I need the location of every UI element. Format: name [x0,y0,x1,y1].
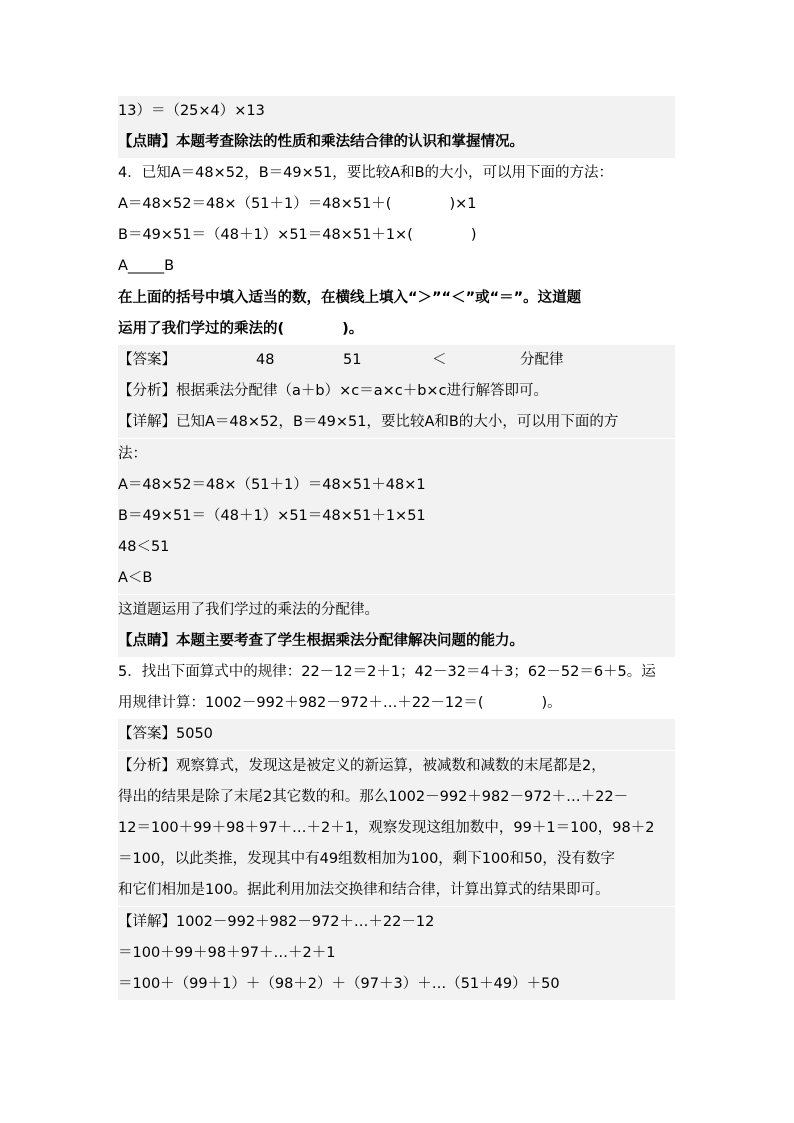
analysis-line: 【分析】观察算式，发现这是被定义的新运算，被减数和减数的末尾都是2， [118,751,675,782]
text-line: 13）＝（25×4）×13 [118,96,675,127]
text-line: 12＝100＋99＋98＋97＋…＋2＋1，观察发现这组加数中，99＋1＝100，98＋2 [118,813,675,844]
text-line: ＝100，以此类推，发现其中有49组数相加为100，剩下100和50，没有数字 [118,844,675,875]
analysis-line: 【分析】根据乘法分配律（a＋b）×c＝a×c＋b×c进行解答即可。 [118,376,675,407]
text-line: 在上面的括号中填入适当的数，在横线上填入“＞”“＜”或“＝”。这道题 [118,290,582,306]
text-line: 得出的结果是除了末尾2其它数的和。那么1002－992＋982－972＋…＋22－ [118,782,675,813]
answer-value: ＜ [432,352,447,368]
answer-tag: 【答案】 [118,352,176,368]
answer-row [118,345,675,376]
detail-line: 【详解】已知A＝48×52，B＝49×51，要比较A和B的大小，可以用下面的方 [118,407,675,438]
answer-line: 【答案】5050 [118,719,675,750]
text-line: A＜B [118,563,675,594]
text-line: B＝49×51＝（48＋1）×51＝48×51＋1×51 [118,501,675,532]
text-line: 运用了我们学过的乘法的( )。 [118,321,364,337]
text-line-note: 【点睛】本题主要考查了学生根据乘法分配律解决问题的能力。 [118,626,675,657]
text-line: 法： [118,439,675,470]
text-line: A＝48×52＝48×（51＋1）＝48×51＋( )×1 [118,196,477,212]
text-line: A＝48×52＝48×（51＋1）＝48×51＋48×1 [118,470,675,501]
answer-value: 分配律 [520,352,564,368]
text-line: 48＜51 [118,532,675,563]
text-line: B＝49×51＝（48＋1）×51＝48×51＋1×( ) [118,227,477,243]
text-line: 这道题运用了我们学过的乘法的分配律。 [118,595,675,626]
text-line: A_____B [118,258,175,274]
question-5-stem: 5．找出下面算式中的规律：22－12＝2＋1；42－32＝4＋3；62－52＝6＋5。运 [118,664,656,680]
text-line: 和它们相加是100。据此利用加法交换律和结合律，计算出算式的结果即可。 [118,875,675,906]
text-line-note: 【点睛】本题考查除法的性质和乘法结合律的认识和掌握情况。 [118,127,675,158]
question-4-stem: 4．已知A＝48×52，B＝49×51，要比较A和B的大小，可以用下面的方法： [118,165,614,181]
answer-value: 48 [256,352,275,368]
detail-line: 【详解】1002－992＋982－972＋…＋22－12 [118,907,675,938]
text-line: 用规律计算：1002－992＋982－972＋…＋22－12＝( )。 [118,695,562,711]
text-line: ＝100＋（99＋1）＋（98＋2）＋（97＋3）＋…（51＋49）＋50 [118,969,675,1000]
answer-value: 51 [343,352,362,368]
text-line: ＝100＋99＋98＋97＋…＋2＋1 [118,938,675,969]
